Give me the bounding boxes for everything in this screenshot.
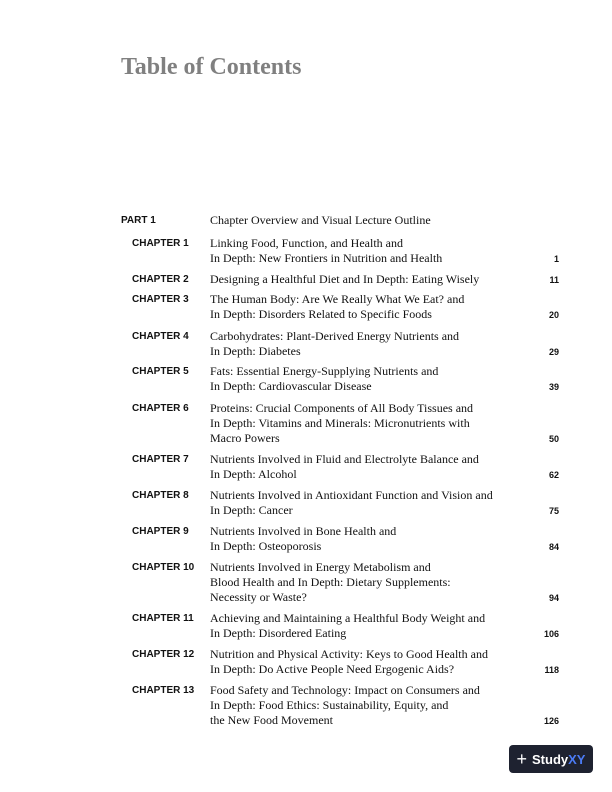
studyxy-badge[interactable] — [509, 745, 593, 773]
chapter-label: CHAPTER 4 — [132, 331, 189, 342]
toc-entry[interactable] — [0, 292, 612, 322]
chapter-title — [210, 272, 479, 287]
toc-entry[interactable] — [0, 329, 612, 359]
chapter-label: CHAPTER 3 — [132, 294, 189, 305]
chapter-title-line: In Depth: Disordered Eating — [210, 626, 347, 640]
chapter-label: CHAPTER 1 — [132, 238, 189, 249]
chapter-page-number: 29 — [548, 347, 559, 357]
chapter-title — [210, 329, 459, 359]
chapter-label: CHAPTER 13 — [132, 685, 195, 696]
toc-entry[interactable] — [0, 272, 612, 287]
chapter-title — [210, 452, 479, 482]
chapter-page-number: 20 — [548, 310, 559, 320]
chapter-label: CHAPTER 11 — [132, 613, 194, 624]
chapter-label: CHAPTER 8 — [132, 490, 189, 501]
plus-icon: + — [516, 749, 528, 769]
chapter-title-line: The Human Body: Are We Really What We Eat? and — [210, 292, 465, 306]
toc-entry[interactable] — [0, 560, 612, 605]
chapter-title-line: Nutrients Involved in Bone Health and — [210, 524, 397, 538]
chapter-title-line: In Depth: Do Active People Need Ergogenic Aids? — [210, 662, 455, 676]
chapter-page-number: 75 — [548, 506, 559, 516]
chapter-page-number: 118 — [544, 665, 559, 675]
chapter-title-line: In Depth: Alcohol — [210, 467, 297, 481]
chapter-title-line: In Depth: New Frontiers in Nutrition and Health — [210, 251, 443, 265]
chapter-page-number: 11 — [549, 275, 559, 285]
chapter-label: CHAPTER 6 — [132, 403, 189, 414]
chapter-title-line: Achieving and Maintaining a Healthful Body Weight and — [210, 611, 486, 625]
chapter-label: CHAPTER 2 — [132, 274, 189, 285]
toc-entry[interactable] — [0, 647, 612, 677]
chapter-title-line: Linking Food, Function, and Health and — [210, 236, 403, 250]
toc-entry[interactable] — [0, 401, 612, 446]
chapter-label: CHAPTER 10 — [132, 562, 195, 573]
chapter-page-number: 62 — [548, 470, 559, 480]
toc-entry[interactable] — [0, 452, 612, 482]
chapter-title-line: Fats: Essential Energy-Supplying Nutrients and — [210, 364, 439, 378]
chapter-label: CHAPTER 9 — [132, 526, 189, 537]
chapter-title-line: the New Food Movement — [210, 713, 333, 727]
toc-entry[interactable] — [0, 683, 612, 728]
chapter-title-line: In Depth: Cancer — [210, 503, 293, 517]
chapter-title — [210, 560, 451, 605]
chapter-title — [210, 647, 488, 677]
chapter-title-line: Food Safety and Technology: Impact on Consumers and — [210, 683, 480, 697]
chapter-page-number: 50 — [548, 434, 559, 444]
toc-entry[interactable] — [0, 524, 612, 554]
chapter-page-number: 1 — [553, 254, 559, 264]
chapter-page-number: 126 — [543, 716, 559, 726]
chapter-page-number: 106 — [543, 629, 559, 639]
toc-entry[interactable] — [0, 488, 612, 518]
chapter-page-number: 84 — [548, 542, 559, 552]
part-label: PART 1 — [121, 215, 156, 226]
chapter-title-line: Macro Powers — [210, 431, 280, 445]
chapter-title — [210, 488, 493, 518]
chapter-title-line: Proteins: Crucial Components of All Body Tissues and — [210, 401, 474, 415]
chapter-title-line: Blood Health and In Depth: Dietary Supplements: — [210, 575, 451, 589]
chapter-title — [210, 611, 485, 641]
toc-entry[interactable] — [0, 236, 612, 266]
chapter-title-line: In Depth: Osteoporosis — [210, 539, 322, 553]
chapter-title — [210, 401, 473, 446]
page-title: Table of Contents — [121, 54, 302, 80]
chapter-page-number: 39 — [548, 382, 559, 392]
chapter-title-line: Nutrients Involved in Antioxidant Function and Vision and — [210, 488, 493, 502]
chapter-title-line: Carbohydrates: Plant-Derived Energy Nutrients and — [210, 329, 460, 343]
badge-suffix: XY — [568, 751, 586, 767]
chapter-title-line: Designing a Healthful Diet and In Depth: Eating Wisely — [210, 272, 480, 286]
chapter-title — [210, 292, 464, 322]
part-title: Chapter Overview and Visual Lecture Outline — [210, 213, 431, 227]
chapter-title-line: Nutrients Involved in Energy Metabolism and — [210, 560, 431, 574]
chapter-title — [210, 364, 438, 394]
toc-entry[interactable] — [0, 611, 612, 641]
chapter-label: CHAPTER 12 — [132, 649, 195, 660]
chapter-title-line: Nutrition and Physical Activity: Keys to Good Health and — [210, 647, 488, 661]
chapter-title — [210, 524, 396, 554]
chapter-title — [210, 236, 442, 266]
chapter-title-line: In Depth: Diabetes — [210, 344, 301, 358]
chapter-page-number: 94 — [548, 593, 559, 603]
chapter-title-line: Necessity or Waste? — [210, 590, 307, 604]
chapter-label: CHAPTER 5 — [132, 366, 189, 377]
chapter-label: CHAPTER 7 — [132, 454, 189, 465]
chapter-title-line: Nutrients Involved in Fluid and Electrolyte Balance and — [210, 452, 479, 466]
toc-entry[interactable] — [0, 364, 612, 394]
chapter-title-line: In Depth: Cardiovascular Disease — [210, 379, 372, 393]
badge-prefix: Study — [532, 751, 569, 767]
chapter-title-line: In Depth: Food Ethics: Sustainability, Equity, and — [210, 698, 449, 712]
chapter-title-line: In Depth: Vitamins and Minerals: Micronutrients with — [210, 416, 470, 430]
chapter-title — [210, 683, 480, 728]
chapter-title-line: In Depth: Disorders Related to Specific Foods — [210, 307, 432, 321]
